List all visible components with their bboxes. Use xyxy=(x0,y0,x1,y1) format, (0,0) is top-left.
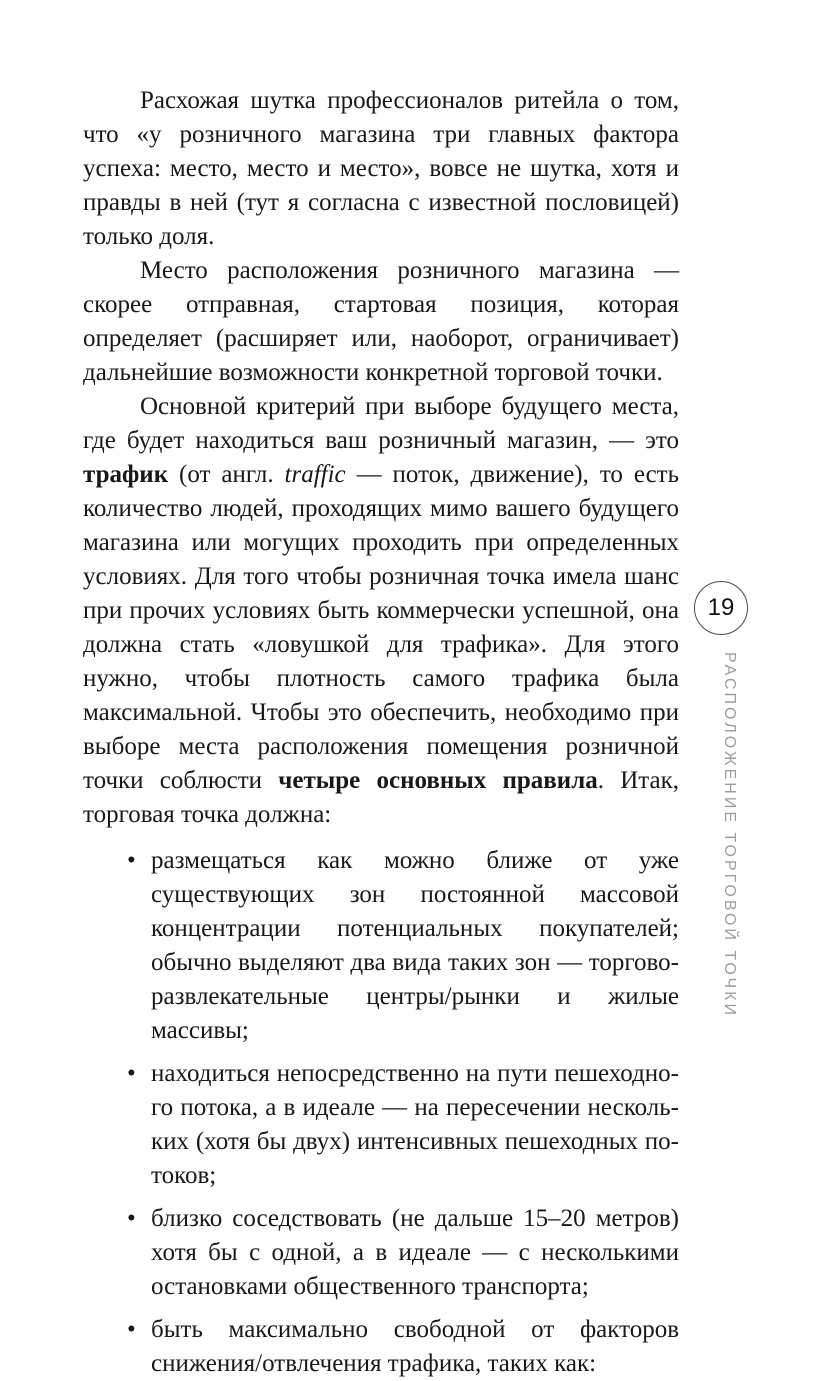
bold-term-four-rules: четыре основных правила xyxy=(278,767,598,794)
text-run: Основной критерий при выборе будущего места, где будет находиться ваш розничный магазин, — это xyxy=(83,393,679,454)
page-number-badge xyxy=(694,581,748,635)
list-item: • размещаться как можно ближе от уже существующих зон постоянной массовой концентрации потенциальных покупателей; обычно выделяют два вида таких зон — торгово-развлекательные центры/рынки и жилые массивы; xyxy=(127,844,679,1048)
page-number: 19 xyxy=(707,594,735,621)
bold-term-traffic-ru: трафик xyxy=(83,461,169,488)
text-run: (от англ. xyxy=(168,461,285,488)
italic-term-traffic-en: traffic xyxy=(284,461,346,488)
bullet-list xyxy=(83,844,679,1381)
paragraph-1: Расхожая шутка профессионалов ритейла о том, что «у розничного магазина три главных фактора успеха: место, место и место», вовсе не шутка, хотя и правды в ней (тут я согласна с известной пословицей) только доля. xyxy=(83,87,679,250)
list-item: • близко соседствовать (не дальше 15–20 метров) хотя бы с одной, а в идеале — с несколькими остановками общественного транспорта; xyxy=(127,1202,679,1304)
list-item: • быть максимально свободной от факторов снижения/​отвлечения трафика, таких как: xyxy=(127,1313,679,1381)
text-run: . Итак, торговая точка должна: xyxy=(83,767,680,828)
text-run: — поток, движение), то есть количество людей, проходящих мимо вашего будущего магазина или могущих проходить при определенных условиях. Для того чтобы розничная точка имела шанс при прочих условиях быть коммерчески успешной, она должна стать «ловушкой для трафика». Для этого нужно, чтобы плотность самого трафика была максимальной. Чтобы это обеспечить, необходимо при выборе места расположения помещения розничной точки соблюсти xyxy=(83,461,680,794)
text-column xyxy=(83,84,679,1381)
paragraph-2: Место расположения розничного магазина — скорее отправная, стартовая позиция, которая определяет (расширяет или, наоборот, ограничивает) дальнейшие возможности конкретной торговой точки. xyxy=(83,257,679,386)
list-item: • находиться непосредственно на пути пешеходного потока, а в идеале — на пересечении нескольких (хотя бы двух) интенсивных пешеходных потоков; xyxy=(127,1057,679,1193)
chapter-sidebar-caption: РАСПОЛОЖЕНИЕ ТОРГОВОЙ ТОЧКИ xyxy=(721,652,738,1018)
paragraph-3 xyxy=(83,390,679,832)
